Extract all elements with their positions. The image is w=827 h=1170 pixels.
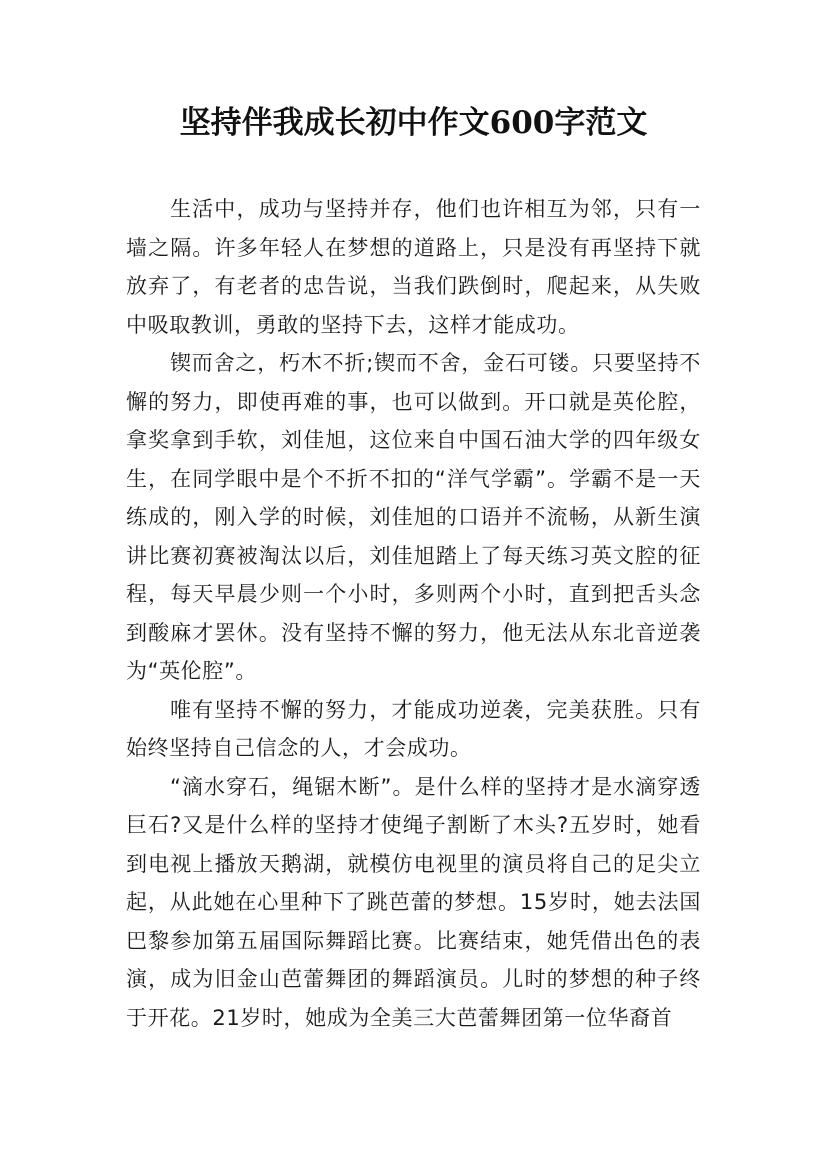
- paragraph: “滴水穿石，绳锯木断”。是什么样的坚持才是水滴穿透巨石?又是什么样的坚持才使绳子割断了木头?五岁时，她看到电视上播放天鹅湖，就模仿电视里的演员将自己的足尖立起，从此她在心里种下了跳芭蕾的梦想。15岁时，她去法国巴黎参加第五届国际舞蹈比赛。比赛结束，她凭借出色的表演，成为旧金山芭蕾舞团的舞蹈演员。儿时的梦想的种子终于开花。21岁时，她成为全美三大芭蕾舞团第一位华裔首: [126, 774, 701, 1030]
- document-title: 坚持伴我成长初中作文600字范文: [179, 105, 648, 141]
- paragraph: 生活中，成功与坚持并存，他们也许相互为邻，只有一墙之隔。许多年轻人在梦想的道路上，只是没有再坚持下就放弃了，有老者的忠告说，当我们跌倒时，爬起来，从失败中吸取教训，勇敢的坚持下去，这样才能成功。: [126, 197, 701, 337]
- paragraph: 唯有坚持不懈的努力，才能成功逆袭，完美获胜。只有始终坚持自己信念的人，才会成功。: [126, 697, 701, 760]
- document-body: [126, 190, 701, 1037]
- paragraph: 锲而舍之，朽木不折;锲而不舍，金石可镂。只要坚持不懈的努力，即使再难的事，也可以做到。开口就是英伦腔，拿奖拿到手软，刘佳旭，这位来自中国石油大学的四年级女生，在同学眼中是个不折不扣的“洋气学霸”。学霸不是一天练成的，刚入学的时候，刘佳旭的口语并不流畅，从新生演讲比赛初赛被淘汰以后，刘佳旭踏上了每天练习英文腔的征程，每天早晨少则一个小时，多则两个小时，直到把舌头念到酸麻才罢休。没有坚持不懈的努力，他无法从东北音逆袭为“英伦腔”。: [126, 351, 701, 683]
